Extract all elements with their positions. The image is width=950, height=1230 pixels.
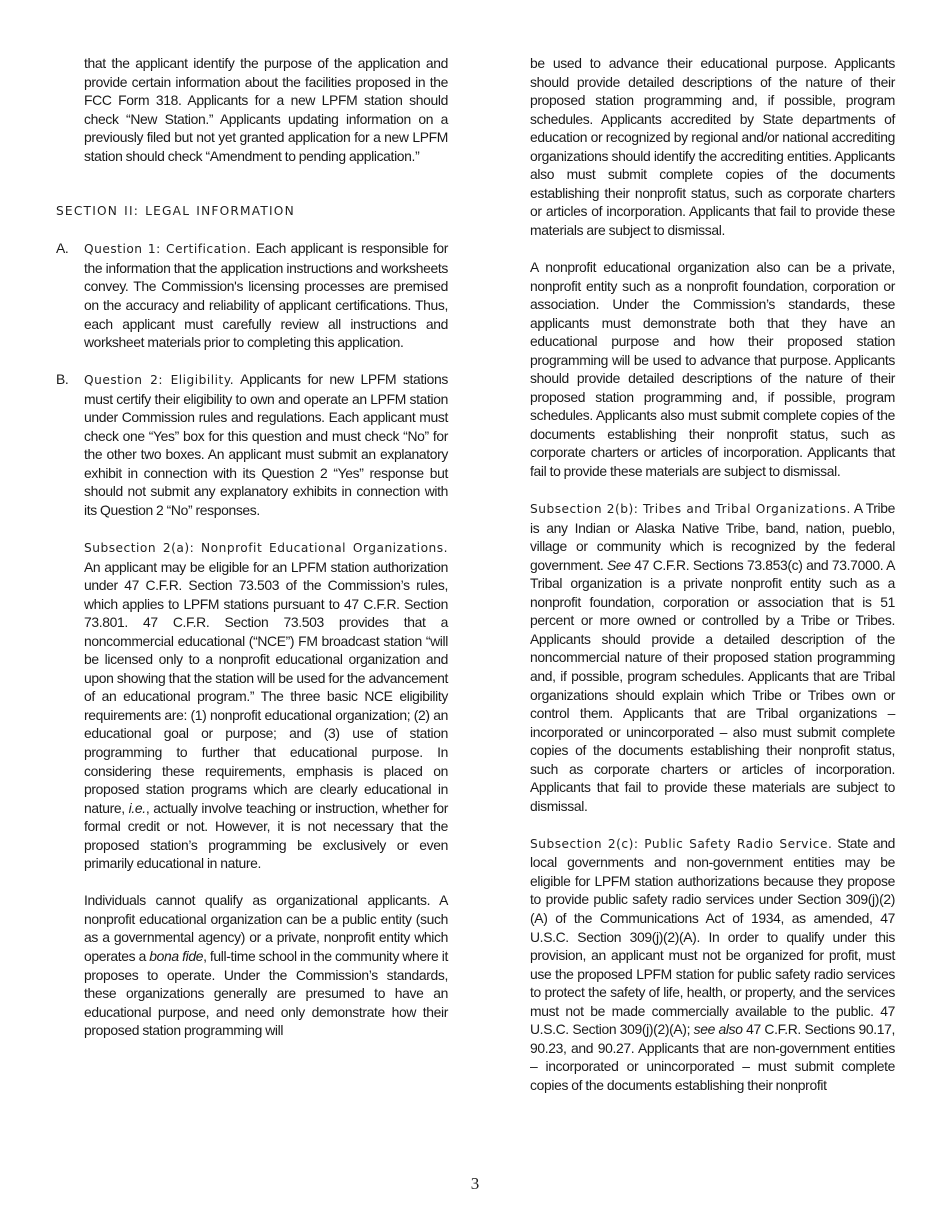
- individuals-text: Individuals cannot qualify as organizational applicants. A nonprofit educational organization can be a public entity (such as a governmental agency) or a private, nonprofit entity which operates a: [84, 892, 448, 964]
- right-column: [530, 54, 895, 1094]
- subsection-2a-text-end: , actually involve teaching or instruction, whether for formal credit or not. However, it is not necessary that the proposed station’s programming be exclusively or even primarily educational in nature.: [84, 799, 448, 872]
- subsection-2b: [530, 499, 895, 815]
- subsection-2c: [530, 834, 895, 1095]
- see-also-italic: see also: [693, 1021, 743, 1038]
- spacer: [56, 184, 448, 203]
- subsection-2b-text: A Tribe is any Indian or Alaska Native Tribe, band, nation, pueblo, village or community which is recognized by the federal government.: [530, 500, 895, 573]
- spacer: [530, 815, 895, 834]
- subsection-2b-heading: Subsection 2(b): Tribes and Tribal Organizations.: [530, 502, 851, 517]
- subsection-2b-text-end: 47 C.F.R. Sections 73.853(c) and 73.7000. A Tribal organization is a private nonprofit entity such as a nonprofit foundation, corporation or association that is 51 percent or more owned or controlled by a Tribe or Tribes. Applicants should provide a detailed description of the noncommercial nature of their proposed station programming and, if possible, program schedules. Applicants that are Tribal organizations should explain which Tribe or Tribes own or control them. Applicants that are Tribal organizations – incorporated or unincorporated – also must submit complete copies of the documents establishing their nonprofit status, such as corporate charters or articles of incorporation. Applicants that fail to provide these materials are subject to dismissal.: [530, 556, 895, 814]
- spacer: [56, 873, 448, 892]
- item-b-marker: B.: [56, 371, 69, 388]
- item-b-eligibility: [56, 370, 448, 519]
- section-heading: SECTION II: LEGAL INFORMATION: [56, 204, 295, 219]
- spacer: [56, 519, 448, 538]
- subsection-2c-heading: Subsection 2(c): Public Safety Radio Service.: [530, 836, 833, 851]
- item-a-heading: Question 1: Certification.: [84, 242, 252, 257]
- bona-fide-italic: bona fide: [149, 947, 204, 964]
- subsection-2c-text: State and local governments and non-government entities may be eligible for LPFM station authorizations because they propose to provide public safety radio services under Section 309(j)(2)(A) of the Communications Act of 1934, as amended, 47 U.S.C. Section 309(j)(2)(A). In order to qualify under this provision, an applicant must not be organized for profit, must use the proposed LPFM station for public safety radio services to protect the safety of life, health, or property, and the services must not be made commercially available to the public. 47 U.S.C. Section 309(j)(2)(A);: [530, 834, 896, 1038]
- individuals-text-end: , full-time school in the community where it proposes to operate. Under the Commission’s standards, these organizations generally are presumed to have an educational purpose, and need only demonstrate how their proposed station programming will: [84, 947, 448, 1039]
- left-column: [56, 54, 448, 1040]
- spacer: [56, 221, 448, 240]
- spacer: [56, 352, 448, 371]
- subsection-2a-heading: Subsection 2(a): Nonprofit Educational Organizations.: [84, 540, 448, 555]
- paragraph-individuals: [56, 891, 448, 1039]
- subsection-2a-text: An applicant may be eligible for an LPFM station authorization under 47 C.F.R. Section 73.503 of the Commission’s rules, which applies to LPFM stations pursuant to 47 C.F.R. Section 73.801. 47 C.F.R. Section 73.503 provides that a noncommercial educational (“NCE”) FM broadcast station “will be licensed only to a nonprofit educational organization and upon showing that the station will be used for the advancement of an educational program.” The three basic NCE eligibility requirements are: (1) nonprofit educational organization; (2) an educational goal or purpose; and (3) use of station programming to further that educational purpose. In considering these requirements, emphasis is placed on proposed station programs which are clearly educational in nature,: [84, 558, 448, 816]
- item-a-certification: [56, 239, 448, 351]
- item-a-text: Each applicant is responsible for the information that the application instructions and worksheets convey. The Commission's licensing processes are premised on the accuracy and reliability of applicant certifications. Thus, each applicant must carefully review all instructions and worksheet materials prior to completing this application.: [84, 240, 448, 351]
- see-italic: See: [607, 556, 631, 573]
- subsection-2a: [56, 538, 448, 873]
- item-b-text: Applicants for new LPFM stations must certify their eligibility to own and operate an LPFM station under Commission rules and regulations. Each applicant must check one “Yes” box for this question and must check “No” for the other two boxes. An applicant must submit an explanatory exhibit in connection with its Question 2 “Yes” response but should not submit any explanatory exhibits in connection with its Question 2 “No” responses.: [84, 371, 448, 518]
- subsection-2c-text-end: 47 C.F.R. Sections 90.17, 90.23, and 90.27. Applicants that are non-government entities – incorporated or unincorporated – must submit complete copies of the documents establishing their nonprofit: [530, 1021, 895, 1093]
- page-number: 3: [470, 1174, 480, 1193]
- item-a-marker: A.: [56, 240, 69, 257]
- paragraph-nonprofit-private-entity: A nonprofit educational organization also can be a private, nonprofit entity such as a nonprofit foundation, corporation or association. Under the Commission’s standards, these applicants must demonstrate both that they have an educational purpose and how their proposed station programming will be used to advance that purpose. Applicants should provide detailed descriptions of the nature of their proposed station programming and, if possible, program schedules. Applicants also must submit complete copies of the documents establishing their nonprofit status, such as corporate charters or articles of incorporation. Applicants that fail to provide these materials are subject to dismissal.: [530, 258, 895, 479]
- spacer: [530, 481, 895, 500]
- spacer: [56, 165, 448, 184]
- paragraph-application-purpose-continued: that the applicant identify the purpose of the application and provide certain information about the facilities proposed in the FCC Form 318. Applicants for a new LPFM station should check “New Station.” Applicants updating information on a previously filed but not yet granted application for a new LPFM station should check “Amendment to pending application.”: [84, 55, 448, 164]
- paragraph-educational-purpose-continued: be used to advance their educational purpose. Applicants should provide detailed descriptions of the nature of their proposed station programming and, if possible, program schedules. Applicants accredited by State departments of education or recognized by regional and/or national accrediting organizations should identify the accrediting entities. Applicants also must submit complete copies of the documents establishing their nonprofit status, such as corporate charters or articles of incorporation. Applicants that fail to provide these materials are subject to dismissal.: [530, 55, 895, 238]
- item-b-heading: Question 2: Eligibility.: [84, 373, 235, 388]
- ie-italic: i.e.: [128, 799, 146, 816]
- spacer: [530, 239, 895, 258]
